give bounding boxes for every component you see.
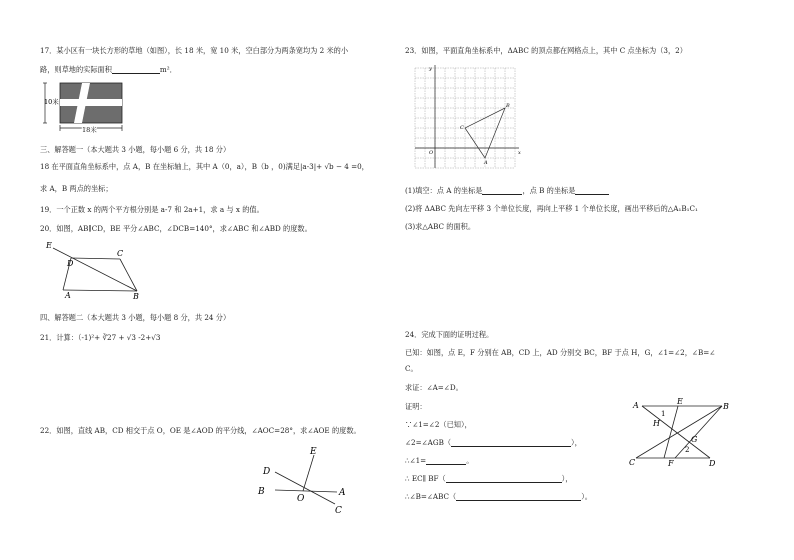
q24-reason-blank-1[interactable]: [451, 438, 571, 447]
q24-step5: ∴∠B=∠ABC（ ）。: [405, 492, 592, 501]
q24-step2: ∠2=∠AGB（ ），: [405, 438, 582, 447]
q24-given1: 已知：如图，点 E，F 分别在 AB，CD 上，AD 分别交 BC，BF 于点 H，G，∠1=∠2，∠B=∠: [405, 348, 716, 357]
grid-label-A: A: [484, 160, 488, 166]
q24-angle-blank[interactable]: [426, 456, 466, 465]
grid-label-y: y: [429, 66, 432, 72]
q24-label-F: F: [668, 459, 674, 468]
q22-label-O: O: [297, 494, 305, 504]
q23-grid-figure: [405, 63, 521, 173]
q24-step4: ∴ EC∥ BF（ ），: [405, 474, 573, 483]
section3-title: 三、解答题一（本大题共 3 小题，每小题 6 分，共 18 分）: [40, 145, 231, 154]
q22-label-E: E: [310, 447, 317, 457]
grid-label-O: O: [429, 150, 434, 156]
q17-line1: 17．某小区有一块长方形的草地（如图），长 18 米，宽 10 米，空白部分为两条宽均为 2 米的小: [40, 46, 349, 55]
q22-text: 22．如图，直线 AB，CD 相交于点 O，OE 是∠AOD 的平分线，∠AOC=28°，求∠AOE 的度数。: [40, 426, 361, 435]
q17-height-label: 10米: [44, 98, 59, 106]
q17-answer-blank[interactable]: [112, 65, 160, 74]
q24-label-G: G: [691, 435, 698, 444]
q20-label-E: E: [46, 241, 52, 250]
q23-point-a-blank[interactable]: [482, 186, 522, 195]
q18-line1: 18 在平面直角坐标系中，点 A，B 在坐标轴上，其中 A（0，a），B（b ，0)满足|a-3|+ √b − 4 =0，: [40, 162, 369, 171]
grid-label-B: B: [506, 103, 510, 109]
q17-line2: 路，则草地的实际面积 m²．: [40, 65, 177, 74]
q19: 19．一个正数 x 的两个平方根分别是 a-7 和 2a+1，求 a 与 x 的值。: [40, 205, 264, 214]
q23-sub3: (3)求△ABC 的面积。: [405, 222, 476, 231]
q24-label-A: A: [633, 401, 639, 410]
q22-figure: [255, 445, 365, 515]
q17-figure: [40, 82, 140, 132]
q23-text: 23．如图，平面直角坐标系中，ΔABC 的顶点都在网格点上，其中 C 点坐标为（3，2）: [405, 46, 687, 55]
q24-figure: [628, 397, 729, 470]
q20-figure: [45, 238, 155, 302]
q23-point-b-blank[interactable]: [575, 186, 609, 195]
q24-label-B: B: [723, 402, 729, 411]
q24-prove: 求证：∠A=∠D。: [405, 383, 463, 392]
q24-label-H: H: [653, 419, 660, 428]
q24-label-D: D: [709, 459, 716, 468]
q24-reason-blank-2[interactable]: [446, 474, 562, 483]
q24-title: 24．完成下面的证明过程。: [405, 330, 494, 339]
q24-reason-blank-3[interactable]: [456, 492, 581, 501]
q23-sub1: (1)填空：点 A 的坐标是 ，点 B 的坐标是: [405, 186, 609, 195]
q20-text: 20．如图，AB∥CD，BE 平分∠ABC，∠DCB=140°，求∠ABC 和∠ABD 的度数。: [40, 224, 312, 233]
q17-width-label: 18米: [82, 126, 97, 134]
q20-label-A: A: [65, 291, 71, 300]
q24-proof-label: 证明：: [405, 402, 427, 411]
q24-given2: C。: [405, 364, 418, 373]
q21: 21．计算：（-1)²+ ∛27 + √3 -2+√3: [40, 333, 161, 342]
grid-label-x: x: [518, 150, 521, 156]
q22-label-C: C: [335, 506, 342, 516]
q24-label-2: 2: [685, 446, 690, 454]
q22-label-A: A: [339, 488, 346, 498]
section4-title: 四、解答题二（本大题共 3 小题，每小题 8 分，共 24 分）: [40, 313, 231, 322]
q24-label-1: 1: [661, 410, 666, 418]
q22-label-D: D: [263, 467, 271, 477]
q24-step1: ∵∠1=∠2（已知），: [405, 420, 472, 429]
q20-label-C: C: [117, 249, 124, 258]
q20-label-B: B: [133, 292, 139, 301]
q23-sub2: (2)将 ΔABC 先向左平移 3 个单位长度，再向上平移 1 个单位长度，画出平移后的△A₁B₁C₁: [405, 204, 698, 213]
q18-line2: 求 A，B 两点的坐标；: [40, 184, 113, 193]
q24-label-E: E: [677, 397, 683, 406]
q24-label-C: C: [629, 458, 636, 467]
q22-label-B: B: [258, 487, 265, 497]
q20-label-D: D: [67, 259, 74, 268]
grid-label-C: C: [460, 125, 464, 131]
q24-step3: ∴∠1= 。: [405, 456, 474, 465]
